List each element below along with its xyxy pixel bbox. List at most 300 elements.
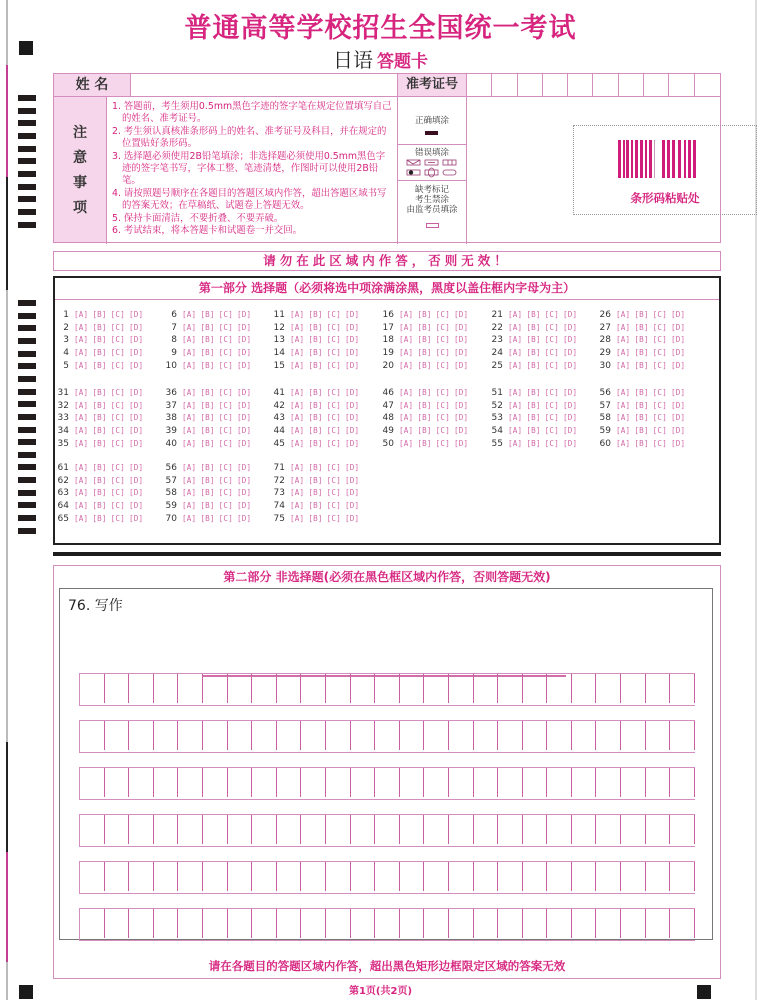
- answer-bubble[interactable]: [D]: [453, 322, 469, 332]
- grid-cell[interactable]: [670, 768, 695, 797]
- answer-bubble[interactable]: [D]: [453, 438, 469, 448]
- answer-bubble[interactable]: [D]: [344, 463, 360, 472]
- answer-bubble[interactable]: [B]: [308, 501, 323, 511]
- answer-bubble[interactable]: [B]: [308, 413, 323, 423]
- grid-cell[interactable]: [351, 909, 376, 938]
- grid-cell[interactable]: [449, 815, 474, 844]
- grid-cell[interactable]: [80, 815, 105, 844]
- grid-cell[interactable]: [498, 674, 523, 703]
- grid-cell[interactable]: [523, 768, 548, 797]
- answer-bubble[interactable]: [C]: [544, 400, 559, 410]
- grid-cell[interactable]: [400, 768, 425, 797]
- answer-bubble[interactable]: [C]: [435, 360, 450, 370]
- answer-bubble[interactable]: [D]: [562, 348, 578, 358]
- grid-cell[interactable]: [277, 909, 302, 938]
- grid-cell[interactable]: [572, 909, 597, 938]
- grid-cell[interactable]: [424, 815, 449, 844]
- grid-cell[interactable]: [621, 862, 646, 891]
- answer-bubble[interactable]: [B]: [200, 322, 215, 332]
- answer-bubble[interactable]: [C]: [435, 413, 450, 423]
- answer-bubble[interactable]: [B]: [200, 310, 215, 319]
- answer-bubble[interactable]: [A]: [290, 348, 305, 358]
- grid-cell[interactable]: [523, 862, 548, 891]
- grid-cell[interactable]: [301, 815, 326, 844]
- absent-mark-box[interactable]: [426, 223, 439, 228]
- grid-cell[interactable]: [80, 721, 105, 750]
- grid-cell[interactable]: [80, 674, 105, 703]
- answer-bubble[interactable]: [B]: [417, 388, 432, 397]
- grid-cell[interactable]: [621, 721, 646, 750]
- answer-bubble[interactable]: [B]: [526, 388, 541, 397]
- grid-cell[interactable]: [646, 815, 671, 844]
- grid-cell[interactable]: [400, 815, 425, 844]
- grid-cell[interactable]: [375, 862, 400, 891]
- grid-cell[interactable]: [105, 862, 130, 891]
- grid-cell[interactable]: [105, 909, 130, 938]
- answer-bubble[interactable]: [D]: [453, 426, 469, 436]
- grid-cell[interactable]: [154, 862, 179, 891]
- grid-cell[interactable]: [621, 815, 646, 844]
- answer-bubble[interactable]: [C]: [326, 513, 341, 523]
- grid-cell[interactable]: [351, 674, 376, 703]
- answer-bubble[interactable]: [C]: [110, 310, 125, 319]
- grid-cell[interactable]: [523, 674, 548, 703]
- name-field[interactable]: [131, 74, 397, 96]
- grid-cell[interactable]: [474, 768, 499, 797]
- answer-bubble[interactable]: [B]: [634, 388, 649, 397]
- answer-bubble[interactable]: [A]: [74, 501, 89, 511]
- answer-bubble[interactable]: [B]: [417, 322, 432, 332]
- grid-cell[interactable]: [670, 674, 695, 703]
- answer-bubble[interactable]: [D]: [670, 322, 686, 332]
- grid-cell[interactable]: [375, 721, 400, 750]
- answer-bubble[interactable]: [D]: [344, 513, 360, 523]
- answer-bubble[interactable]: [B]: [634, 335, 649, 345]
- answer-bubble[interactable]: [B]: [526, 438, 541, 448]
- answer-bubble[interactable]: [D]: [562, 438, 578, 448]
- grid-cell[interactable]: [400, 862, 425, 891]
- answer-bubble[interactable]: [B]: [308, 388, 323, 397]
- grid-cell[interactable]: [301, 768, 326, 797]
- grid-cell[interactable]: [326, 768, 351, 797]
- answer-bubble[interactable]: [B]: [417, 413, 432, 423]
- answer-bubble[interactable]: [D]: [128, 513, 144, 523]
- answer-bubble[interactable]: [A]: [616, 335, 631, 345]
- answer-bubble[interactable]: [D]: [562, 360, 578, 370]
- answer-bubble[interactable]: [D]: [236, 501, 252, 511]
- answer-bubble[interactable]: [C]: [218, 360, 233, 370]
- answer-bubble[interactable]: [A]: [74, 388, 89, 397]
- answer-bubble[interactable]: [B]: [200, 488, 215, 498]
- answer-bubble[interactable]: [C]: [435, 388, 450, 397]
- grid-cell[interactable]: [277, 674, 302, 703]
- answer-bubble[interactable]: [A]: [616, 426, 631, 436]
- grid-cell[interactable]: [203, 674, 228, 703]
- grid-cell[interactable]: [547, 815, 572, 844]
- answer-bubble[interactable]: [D]: [236, 438, 252, 448]
- grid-cell[interactable]: [301, 721, 326, 750]
- answer-bubble[interactable]: [D]: [453, 335, 469, 345]
- answer-bubble[interactable]: [A]: [616, 388, 631, 397]
- answer-bubble[interactable]: [D]: [236, 488, 252, 498]
- answer-bubble[interactable]: [B]: [200, 501, 215, 511]
- grid-cell[interactable]: [449, 721, 474, 750]
- answer-bubble[interactable]: [A]: [182, 501, 197, 511]
- answer-bubble[interactable]: [C]: [218, 475, 233, 485]
- answer-bubble[interactable]: [C]: [544, 310, 559, 319]
- answer-bubble[interactable]: [B]: [92, 475, 107, 485]
- answer-bubble[interactable]: [A]: [508, 310, 523, 319]
- grid-cell[interactable]: [252, 909, 277, 938]
- grid-cell[interactable]: [670, 862, 695, 891]
- grid-cell[interactable]: [424, 674, 449, 703]
- grid-cell[interactable]: [301, 862, 326, 891]
- answer-bubble[interactable]: [D]: [453, 413, 469, 423]
- answer-bubble[interactable]: [C]: [652, 438, 667, 448]
- answer-bubble[interactable]: [A]: [399, 413, 414, 423]
- answer-bubble[interactable]: [D]: [670, 360, 686, 370]
- grid-cell[interactable]: [596, 674, 621, 703]
- answer-bubble[interactable]: [C]: [110, 348, 125, 358]
- answer-bubble[interactable]: [B]: [417, 400, 432, 410]
- answer-bubble[interactable]: [B]: [634, 413, 649, 423]
- grid-cell[interactable]: [449, 674, 474, 703]
- grid-cell[interactable]: [449, 862, 474, 891]
- grid-cell[interactable]: [596, 768, 621, 797]
- grid-cell[interactable]: [301, 674, 326, 703]
- answer-bubble[interactable]: [A]: [616, 438, 631, 448]
- answer-bubble[interactable]: [A]: [290, 360, 305, 370]
- answer-bubble[interactable]: [C]: [110, 501, 125, 511]
- grid-cell[interactable]: [129, 768, 154, 797]
- grid-cell[interactable]: [375, 768, 400, 797]
- grid-cell[interactable]: [670, 909, 695, 938]
- grid-cell[interactable]: [424, 721, 449, 750]
- answer-bubble[interactable]: [C]: [110, 438, 125, 448]
- answer-bubble[interactable]: [D]: [670, 413, 686, 423]
- answer-bubble[interactable]: [B]: [200, 360, 215, 370]
- answer-bubble[interactable]: [B]: [92, 488, 107, 498]
- answer-bubble[interactable]: [A]: [74, 310, 89, 319]
- answer-bubble[interactable]: [A]: [616, 360, 631, 370]
- answer-bubble[interactable]: [C]: [326, 310, 341, 319]
- answer-bubble[interactable]: [B]: [417, 310, 432, 319]
- grid-cell[interactable]: [252, 721, 277, 750]
- grid-cell[interactable]: [351, 862, 376, 891]
- answer-bubble[interactable]: [A]: [182, 513, 197, 523]
- grid-cell[interactable]: [646, 862, 671, 891]
- answer-bubble[interactable]: [D]: [453, 400, 469, 410]
- exam-id-digit-cell[interactable]: [568, 74, 593, 96]
- grid-cell[interactable]: [498, 721, 523, 750]
- grid-cell[interactable]: [178, 768, 203, 797]
- answer-bubble[interactable]: [A]: [399, 322, 414, 332]
- answer-bubble[interactable]: [D]: [453, 388, 469, 397]
- answer-bubble[interactable]: [A]: [616, 322, 631, 332]
- answer-bubble[interactable]: [B]: [634, 438, 649, 448]
- answer-bubble[interactable]: [D]: [670, 400, 686, 410]
- answer-bubble[interactable]: [B]: [308, 348, 323, 358]
- answer-bubble[interactable]: [D]: [128, 388, 144, 397]
- grid-cell[interactable]: [351, 815, 376, 844]
- answer-bubble[interactable]: [C]: [544, 335, 559, 345]
- answer-bubble[interactable]: [A]: [508, 438, 523, 448]
- answer-bubble[interactable]: [A]: [74, 438, 89, 448]
- grid-cell[interactable]: [523, 721, 548, 750]
- answer-bubble[interactable]: [D]: [562, 335, 578, 345]
- answer-bubble[interactable]: [B]: [526, 322, 541, 332]
- answer-bubble[interactable]: [B]: [200, 475, 215, 485]
- answer-bubble[interactable]: [C]: [218, 388, 233, 397]
- answer-bubble[interactable]: [A]: [508, 413, 523, 423]
- grid-cell[interactable]: [646, 909, 671, 938]
- answer-bubble[interactable]: [A]: [290, 426, 305, 436]
- answer-bubble[interactable]: [A]: [290, 501, 305, 511]
- answer-bubble[interactable]: [D]: [670, 348, 686, 358]
- answer-bubble[interactable]: [A]: [182, 322, 197, 332]
- grid-cell[interactable]: [474, 721, 499, 750]
- answer-bubble[interactable]: [D]: [236, 388, 252, 397]
- answer-bubble[interactable]: [B]: [200, 438, 215, 448]
- grid-cell[interactable]: [129, 721, 154, 750]
- answer-bubble[interactable]: [B]: [92, 360, 107, 370]
- answer-bubble[interactable]: [A]: [399, 360, 414, 370]
- answer-bubble[interactable]: [D]: [236, 322, 252, 332]
- answer-bubble[interactable]: [A]: [290, 322, 305, 332]
- answer-bubble[interactable]: [A]: [74, 360, 89, 370]
- answer-bubble[interactable]: [C]: [218, 413, 233, 423]
- answer-bubble[interactable]: [A]: [399, 388, 414, 397]
- answer-bubble[interactable]: [A]: [74, 475, 89, 485]
- answer-bubble[interactable]: [A]: [508, 426, 523, 436]
- grid-cell[interactable]: [203, 768, 228, 797]
- grid-cell[interactable]: [547, 674, 572, 703]
- grid-cell[interactable]: [572, 721, 597, 750]
- answer-bubble[interactable]: [B]: [308, 475, 323, 485]
- grid-cell[interactable]: [498, 909, 523, 938]
- exam-id-digit-cell[interactable]: [543, 74, 568, 96]
- answer-bubble[interactable]: [D]: [670, 438, 686, 448]
- exam-id-digit-cell[interactable]: [594, 74, 619, 96]
- answer-bubble[interactable]: [A]: [508, 360, 523, 370]
- answer-bubble[interactable]: [D]: [344, 488, 360, 498]
- grid-cell[interactable]: [646, 768, 671, 797]
- answer-bubble[interactable]: [B]: [526, 335, 541, 345]
- grid-cell[interactable]: [547, 862, 572, 891]
- grid-cell[interactable]: [277, 815, 302, 844]
- answer-bubble[interactable]: [C]: [435, 400, 450, 410]
- answer-bubble[interactable]: [D]: [128, 310, 144, 319]
- answer-bubble[interactable]: [D]: [128, 360, 144, 370]
- answer-bubble[interactable]: [A]: [74, 488, 89, 498]
- answer-bubble[interactable]: [D]: [344, 426, 360, 436]
- grid-cell[interactable]: [400, 674, 425, 703]
- answer-bubble[interactable]: [B]: [417, 438, 432, 448]
- grid-cell[interactable]: [596, 815, 621, 844]
- grid-cell[interactable]: [596, 909, 621, 938]
- answer-bubble[interactable]: [A]: [182, 413, 197, 423]
- grid-cell[interactable]: [178, 674, 203, 703]
- answer-bubble[interactable]: [C]: [110, 513, 125, 523]
- answer-bubble[interactable]: [C]: [218, 438, 233, 448]
- answer-bubble[interactable]: [C]: [544, 388, 559, 397]
- grid-cell[interactable]: [301, 909, 326, 938]
- answer-bubble[interactable]: [A]: [74, 413, 89, 423]
- answer-bubble[interactable]: [C]: [218, 463, 233, 472]
- answer-bubble[interactable]: [A]: [616, 310, 631, 319]
- grid-cell[interactable]: [252, 674, 277, 703]
- answer-bubble[interactable]: [B]: [200, 348, 215, 358]
- answer-bubble[interactable]: [A]: [182, 426, 197, 436]
- answer-bubble[interactable]: [B]: [634, 310, 649, 319]
- grid-cell[interactable]: [498, 768, 523, 797]
- answer-bubble[interactable]: [C]: [435, 426, 450, 436]
- answer-bubble[interactable]: [B]: [308, 438, 323, 448]
- grid-cell[interactable]: [178, 909, 203, 938]
- answer-bubble[interactable]: [D]: [562, 388, 578, 397]
- answer-bubble[interactable]: [D]: [562, 413, 578, 423]
- answer-bubble[interactable]: [B]: [526, 348, 541, 358]
- answer-bubble[interactable]: [B]: [634, 400, 649, 410]
- answer-bubble[interactable]: [C]: [218, 335, 233, 345]
- answer-bubble[interactable]: [C]: [652, 413, 667, 423]
- answer-bubble[interactable]: [B]: [308, 426, 323, 436]
- answer-bubble[interactable]: [A]: [508, 400, 523, 410]
- answer-bubble[interactable]: [B]: [308, 322, 323, 332]
- answer-bubble[interactable]: [A]: [508, 322, 523, 332]
- answer-bubble[interactable]: [A]: [508, 348, 523, 358]
- grid-cell[interactable]: [178, 862, 203, 891]
- grid-cell[interactable]: [449, 768, 474, 797]
- grid-cell[interactable]: [154, 909, 179, 938]
- answer-bubble[interactable]: [C]: [652, 426, 667, 436]
- grid-cell[interactable]: [154, 815, 179, 844]
- answer-bubble[interactable]: [D]: [236, 335, 252, 345]
- grid-cell[interactable]: [375, 815, 400, 844]
- answer-bubble[interactable]: [A]: [508, 388, 523, 397]
- answer-bubble[interactable]: [C]: [326, 335, 341, 345]
- answer-bubble[interactable]: [C]: [110, 400, 125, 410]
- answer-bubble[interactable]: [C]: [326, 488, 341, 498]
- answer-bubble[interactable]: [D]: [562, 322, 578, 332]
- answer-bubble[interactable]: [A]: [290, 463, 305, 472]
- answer-bubble[interactable]: [D]: [236, 426, 252, 436]
- answer-bubble[interactable]: [D]: [562, 426, 578, 436]
- grid-cell[interactable]: [228, 674, 253, 703]
- answer-bubble[interactable]: [D]: [128, 501, 144, 511]
- answer-bubble[interactable]: [C]: [652, 310, 667, 319]
- answer-bubble[interactable]: [C]: [544, 348, 559, 358]
- answer-bubble[interactable]: [B]: [308, 310, 323, 319]
- grid-cell[interactable]: [105, 768, 130, 797]
- grid-cell[interactable]: [252, 862, 277, 891]
- answer-bubble[interactable]: [D]: [236, 348, 252, 358]
- answer-bubble[interactable]: [C]: [544, 322, 559, 332]
- answer-bubble[interactable]: [D]: [236, 475, 252, 485]
- answer-bubble[interactable]: [A]: [182, 488, 197, 498]
- answer-bubble[interactable]: [D]: [128, 400, 144, 410]
- answer-bubble[interactable]: [A]: [74, 513, 89, 523]
- grid-cell[interactable]: [252, 768, 277, 797]
- grid-cell[interactable]: [80, 909, 105, 938]
- answer-bubble[interactable]: [D]: [128, 463, 144, 472]
- answer-bubble[interactable]: [D]: [128, 426, 144, 436]
- answer-bubble[interactable]: [B]: [92, 388, 107, 397]
- grid-cell[interactable]: [277, 721, 302, 750]
- grid-cell[interactable]: [351, 721, 376, 750]
- answer-bubble[interactable]: [B]: [92, 463, 107, 472]
- answer-bubble[interactable]: [C]: [652, 335, 667, 345]
- grid-cell[interactable]: [351, 768, 376, 797]
- grid-cell[interactable]: [547, 721, 572, 750]
- answer-bubble[interactable]: [D]: [344, 360, 360, 370]
- answer-bubble[interactable]: [C]: [326, 322, 341, 332]
- answer-bubble[interactable]: [A]: [182, 310, 197, 319]
- answer-bubble[interactable]: [A]: [74, 400, 89, 410]
- answer-bubble[interactable]: [C]: [326, 463, 341, 472]
- grid-cell[interactable]: [277, 768, 302, 797]
- grid-cell[interactable]: [449, 909, 474, 938]
- answer-bubble[interactable]: [B]: [417, 335, 432, 345]
- answer-bubble[interactable]: [B]: [200, 335, 215, 345]
- answer-bubble[interactable]: [A]: [290, 475, 305, 485]
- answer-bubble[interactable]: [B]: [417, 360, 432, 370]
- grid-cell[interactable]: [154, 721, 179, 750]
- grid-cell[interactable]: [203, 862, 228, 891]
- answer-bubble[interactable]: [D]: [128, 413, 144, 423]
- grid-cell[interactable]: [105, 815, 130, 844]
- grid-cell[interactable]: [203, 815, 228, 844]
- answer-bubble[interactable]: [B]: [308, 400, 323, 410]
- answer-bubble[interactable]: [B]: [92, 501, 107, 511]
- answer-bubble[interactable]: [D]: [128, 322, 144, 332]
- grid-cell[interactable]: [400, 721, 425, 750]
- grid-cell[interactable]: [572, 815, 597, 844]
- answer-bubble[interactable]: [C]: [218, 322, 233, 332]
- grid-cell[interactable]: [375, 674, 400, 703]
- exam-id-digit-cell[interactable]: [644, 74, 669, 96]
- answer-bubble[interactable]: [C]: [652, 348, 667, 358]
- answer-bubble[interactable]: [C]: [544, 438, 559, 448]
- answer-bubble[interactable]: [A]: [399, 335, 414, 345]
- answer-bubble[interactable]: [B]: [526, 400, 541, 410]
- answer-bubble[interactable]: [B]: [308, 488, 323, 498]
- answer-bubble[interactable]: [C]: [110, 322, 125, 332]
- answer-bubble[interactable]: [C]: [218, 348, 233, 358]
- grid-cell[interactable]: [547, 909, 572, 938]
- answer-bubble[interactable]: [C]: [326, 388, 341, 397]
- answer-bubble[interactable]: [C]: [326, 475, 341, 485]
- grid-cell[interactable]: [424, 909, 449, 938]
- grid-cell[interactable]: [105, 721, 130, 750]
- answer-bubble[interactable]: [C]: [110, 475, 125, 485]
- answer-bubble[interactable]: [B]: [92, 513, 107, 523]
- answer-bubble[interactable]: [D]: [344, 400, 360, 410]
- answer-bubble[interactable]: [C]: [218, 426, 233, 436]
- answer-bubble[interactable]: [C]: [326, 360, 341, 370]
- grid-cell[interactable]: [646, 674, 671, 703]
- grid-cell[interactable]: [670, 815, 695, 844]
- answer-bubble[interactable]: [A]: [182, 400, 197, 410]
- answer-bubble[interactable]: [C]: [218, 400, 233, 410]
- answer-bubble[interactable]: [C]: [110, 413, 125, 423]
- grid-cell[interactable]: [326, 721, 351, 750]
- answer-bubble[interactable]: [D]: [236, 310, 252, 319]
- answer-bubble[interactable]: [B]: [200, 413, 215, 423]
- answer-bubble[interactable]: [D]: [128, 438, 144, 448]
- answer-bubble[interactable]: [A]: [290, 513, 305, 523]
- grid-cell[interactable]: [129, 674, 154, 703]
